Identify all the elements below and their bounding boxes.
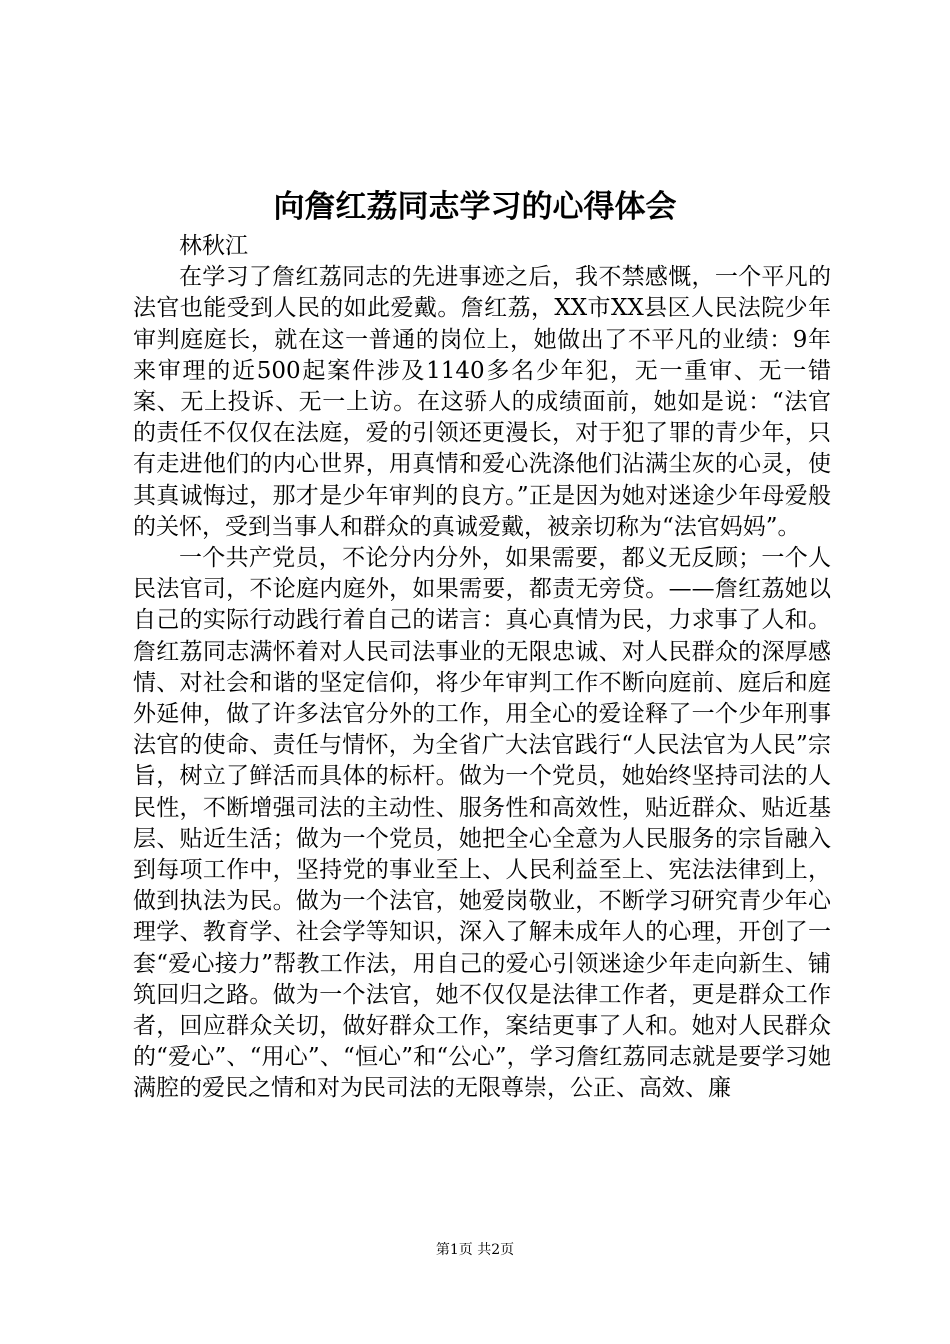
author-name: 林秋江 bbox=[179, 233, 248, 259]
document-title: 向詹红荔同志学习的心得体会 bbox=[273, 189, 677, 225]
page-footer: 第1页 共2页 bbox=[435, 1242, 515, 1258]
paragraph-2: 一个共产党员，不论分内分外，如果需要，都义无反顾；一个人民法官司，不论庭内庭外，如果需要，都责无旁贷。——詹红荔她以自己的实际行动践行着自己的诺言：真心真情为民，力求事了人和。詹红荔同志满怀着对人民司法事业的无限忠诚、对人民群众的深厚感情、对社会和谐的坚定信仰，将少年审判工作不断向庭前、庭后和庭外延伸，做了许多法官分外的工作，用全心的爱诠释了一个少年刑事法官的使命、责任与情怀，为全省广大法官践行“人民法官为人民”宗旨，树立了鲜活而具体的标杆。做为一个党员，她始终坚持司法的人民性，不断增强司法的主动性、服务性和高效性，贴近群众、贴近基层、贴近生活；做为一个党员，她把全心全意为人民服务的宗旨融入到每项工作中，坚持党的事业至上、人民利益至上、宪法法律到上，做到执法为民。做为一个法官，她爱岗敬业，不断学习研究青少年心理学、教育学、社会学等知识，深入了解未成年人的心理，开创了一套“爱心接力”帮教工作法，用自己的爱心引领迷途少年走向新生、铺筑回归之路。做为一个法官，她不仅仅是法律工作者，更是群众工作者，回应群众关切，做好群众工作，案结更事了人和。她对人民群众的“爱心”、“用心”、“恒心”和“公心”，学习詹红荔同志就是要学习她满腔的爱民之情和对为民司法的无限尊崇，公正、高效、廉 bbox=[133, 545, 831, 1102]
document-body bbox=[133, 231, 831, 1105]
paragraph-1: 在学习了詹红荔同志的先进事迹之后，我不禁感慨，一个平凡的法官也能受到人民的如此爱戴。詹红荔，XX市XX县区人民法院少年审判庭庭长，就在这一普通的岗位上，她做出了不平凡的业绩：9年来审理的近500起案件涉及1140多名少年犯，无一重审、无一错案、无上投诉、无一上访。在这骄人的成绩面前，她如是说：“法官的责任不仅仅在法庭，爱的引领还更漫长，对于犯了罪的青少年，只有走进他们的内心世界，用真情和爱心洗涤他们沾满尘灰的心灵，使其真诚悔过，那才是少年审判的良方。”正是因为她对迷途少年母爱般的关怀，受到当事人和群众的真诚爱戴，被亲切称为“法官妈妈”。 bbox=[133, 264, 831, 540]
